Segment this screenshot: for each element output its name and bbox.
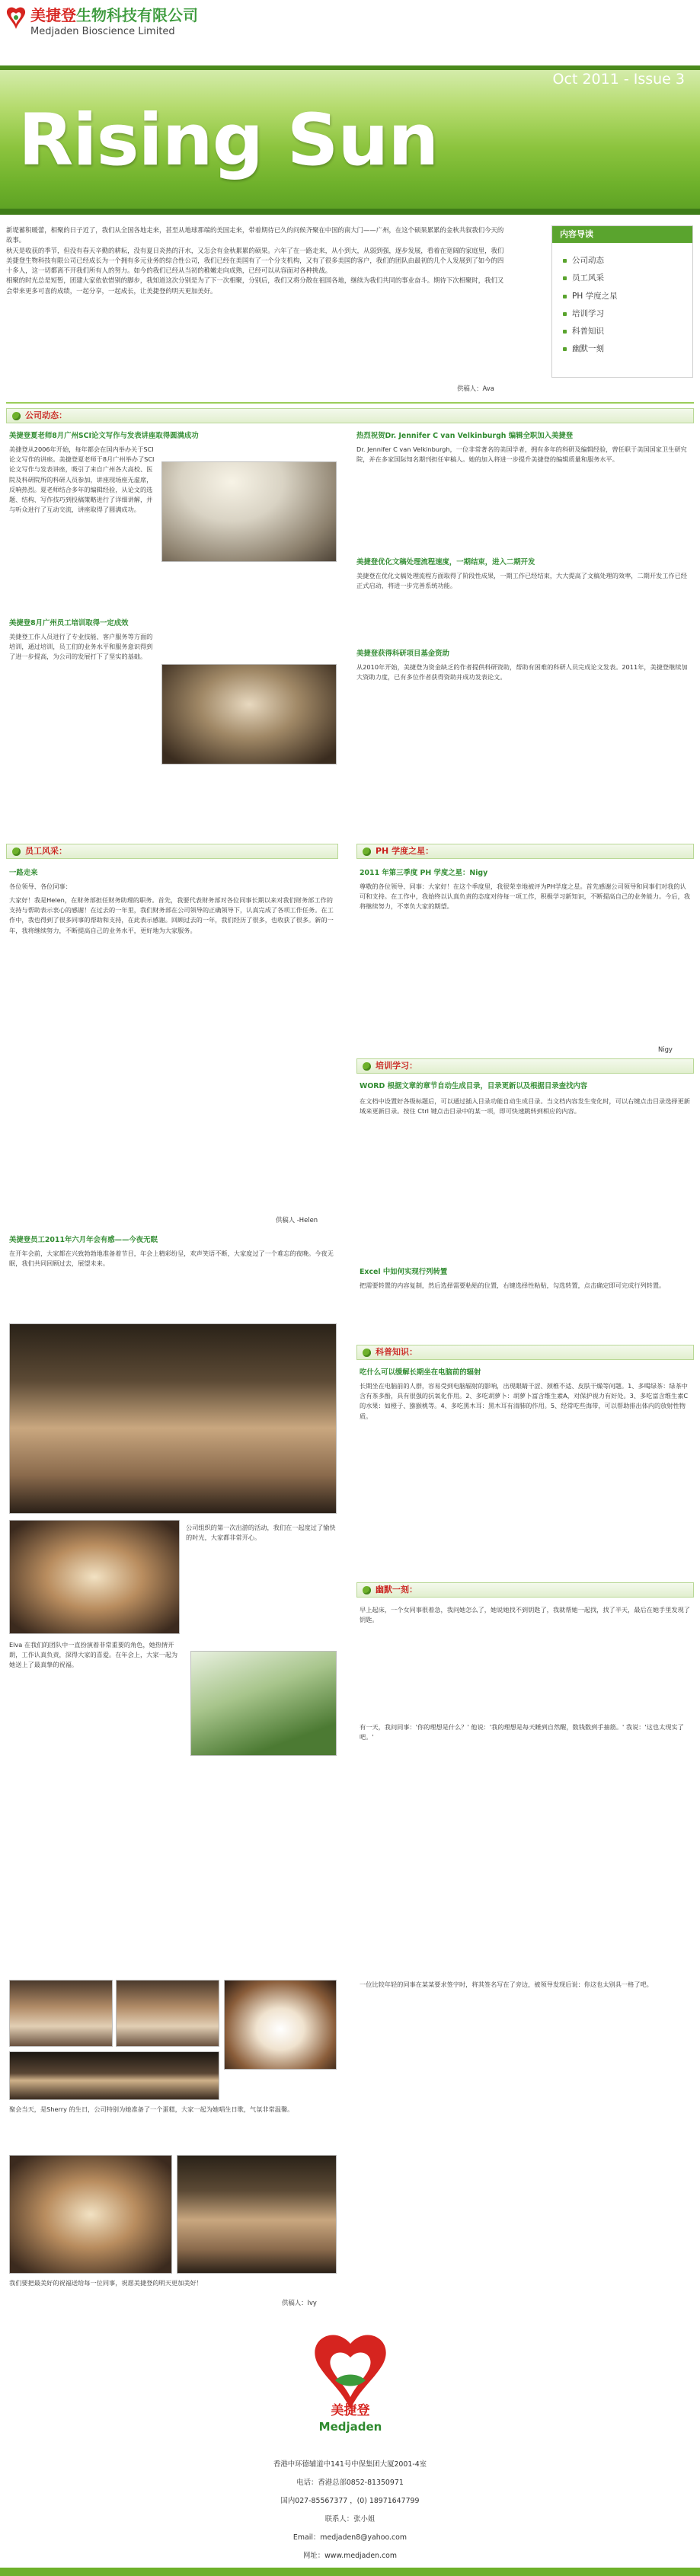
news-headline: 美捷登8月广州员工培训取得一定成效 xyxy=(9,619,129,627)
portrait-photo xyxy=(190,1651,337,1756)
intro-paragraph: 相聚的时光总是短暂，团建大家依依惜别的脚步，我知道这次分别是为了下一次相聚，分别后，我们又将分散在祖国各地，继续为我们共同的事业奋斗。期待下次相聚时，我们又会带来更多可喜的成绩，一起分享，一起成长，让美捷登的明天更加美好。 xyxy=(6,276,504,295)
photo-caption: 公司组织的第一次出游的活动，我们在一起度过了愉快的时光，大家都非常开心。 xyxy=(186,1524,336,1542)
news-body: 美捷登工作人员进行了专业技能、客户服务等方面的培训，通过培训，员工们的业务水平和服务意识得到了进一步提高，为公司的发展打下了坚实的基础。 xyxy=(9,633,153,661)
news-body: Dr. Jennifer C van Velkinburgh，一位非常著名的美国学者，拥有多年的科研及编辑经验，曾任职于美国国家卫生研究院，并在多家国际知名期刊担任审稿人。她的加入将进一步提升美捷登的编辑质量和服务水平。 xyxy=(356,445,687,464)
humor-closing: 一位比较年轻的同事在某某要求签字时，将其签名写在了旁边，被领导发现后说：你这也太别具一格了吧。 xyxy=(360,1981,653,1988)
banner-bottom-strip xyxy=(0,209,700,215)
company-name-en: Medjaden Bioscience Limited xyxy=(30,26,175,37)
event-photo xyxy=(9,2051,219,2100)
star-signature: Nigy xyxy=(658,1045,673,1053)
birthday-cake-photo xyxy=(224,1980,337,2070)
footer-website[interactable]: 网址：www.medjaden.com xyxy=(302,2552,398,2560)
lecture-photo xyxy=(161,461,337,562)
party-photo xyxy=(177,2155,337,2274)
group-photo xyxy=(9,1323,337,1514)
footer-logo-en: Medjaden xyxy=(318,2420,382,2434)
header xyxy=(0,0,700,65)
news-body: 从2010年开始，美捷登为资金缺乏的作者提供科研资助，帮助有困难的科研人员完成论文发表。2011年，美捷登继续加大资助力度，已有多位作者获得资助并成功发表论文。 xyxy=(356,663,688,682)
training-title: WORD 根据文章的章节自动生成目录，目录更新以及根据目录查找内容 xyxy=(360,1082,588,1090)
footer-phone-domestic: 国内027-85567377 ，(0) 18971647799 xyxy=(280,2497,420,2505)
intro-paragraph: 秋天是收获的季节，但没有春天辛勤的耕耘，没有夏日炎热的汗水，又怎会有金秋累累的硕果。六年了在一路走来，从小到大，从弱到强，逐步发展，看着在宽阔的家庭里，我们美捷登生物科技有限公司已经成长为一个拥有多元业务的综合性公司，我们已经在美国有了一个分支机构，又有了很多美国的客户，我们的团队由最初的几个人发展到了如今的四十多人，这一切都离不开我们所有人的努力。如今的我们已经从当初的稚嫩走向成熟，已经可以从容面对各种挑战。 xyxy=(6,246,504,275)
staff-body: 大家好！我是Helen，在财务部担任财务助理的职务。首先，我要代表财务部对各位同事长期以来对我们财务部工作的支持与帮助表示衷心的感谢！在过去的一年里，我们财务部在公司领导的正确领导下，认真完成了各项工作任务。在工作中，我也得到了很多同事的帮助和支持，在此表示感谢。回顾过去的一年，我们经历了很多，也收获了很多。新的一年，我将继续努力，不断提高自己的业务水平，更好地为大家服务。 xyxy=(9,896,334,934)
section-humor-header: 幽默一刻： xyxy=(356,1582,694,1598)
footer-contact: 联系人：张小姐 xyxy=(324,2515,376,2523)
news-body: 美捷登从2006年开始，每年都会在国内举办关于SCI论文写作的讲座。美捷登夏老师于8月广州举办了SCI论文写作与发表讲座，吸引了来自广州各大高校、医院及科研院所的科研人员参加，讲座现场座无虚席，反响热烈。夏老师结合多年的编辑经验，从论文的选题、结构、写作技巧到投稿策略进行了详细讲解，并与听众进行了互动交流，讲座取得了圆满成功。 xyxy=(9,445,155,514)
section-staff-header: 员工风采： xyxy=(6,844,338,859)
footer-email[interactable]: Email：medjaden8@yahoo.com xyxy=(292,2533,408,2542)
staff-greeting: 各位领导、各位同事： xyxy=(9,883,72,890)
humor-body: 早上起床，一个女同事很着急，我问她怎么了，她说她找不到钥匙了，我就帮她一起找，找了半天，最后在她手里发现了钥匙。 xyxy=(360,1606,690,1624)
staff-signature: 供稿人 -Helen xyxy=(276,1216,318,1224)
training-title: Excel 中如何实现行列转置 xyxy=(360,1268,448,1276)
staff-signature: 供稿人：Ivy xyxy=(282,2299,317,2306)
footer-phone: 电话：香港总部0852-81350971 xyxy=(296,2479,404,2487)
section-training-header: 培训学习： xyxy=(356,1058,694,1074)
news-headline: 热烈祝贺Dr. Jennifer C van Velkinburgh 编辑全职加入美捷登 xyxy=(356,432,574,440)
photo-caption: 聚会当天，是Sherry 的生日，公司特别为她准备了一个蛋糕，大家一起为她唱生日歌，气氛非常温馨。 xyxy=(9,2105,294,2113)
science-body: 长期坐在电脑前的人群，容易受到电脑辐射的影响，出现眼睛干涩、颈椎不适、皮肤干燥等问题。1、多喝绿茶：绿茶中含有茶多酚，具有很强的抗氧化作用。2、多吃胡萝卜：胡萝卜富含维生素A，对保护视力有好处。3、多吃富含维生素C的水果：如橙子、猕猴桃等。4、多吃黑木耳：黑木耳有清肺的作用。5、经常吃些海带，可以帮助排出体内的放射性物质。 xyxy=(360,1382,689,1420)
toc-item[interactable]: PH 学度之星 xyxy=(572,288,692,305)
medjaden-logo-icon xyxy=(5,6,27,32)
section-science-header: 科普知识： xyxy=(356,1345,694,1360)
section-company-news-header: 公司动态： xyxy=(6,408,694,423)
staff-body: Elva 在我们的团队中一直扮演着非常重要的角色，她热情开朗，工作认真负责，深得大家的喜爱。在年会上，大家一起为她送上了最真挚的祝福。 xyxy=(9,1641,178,1669)
training-body: 把需要转置的内容复制，然后选择需要粘贴的位置，右键选择性粘贴，勾选转置，点击确定即可完成行列转置。 xyxy=(360,1282,666,1289)
event-photo xyxy=(116,1980,219,2047)
party-photo xyxy=(9,2155,172,2274)
toc-item[interactable]: 科普知识 xyxy=(572,323,692,340)
toc-item[interactable]: 培训学习 xyxy=(572,305,692,323)
training-body: 在文档中设置好各级标题后，可以通过插入目录功能自动生成目录。当文档内容发生变化时，可以右键点击目录选择更新域来更新目录。按住 Ctrl 键点击目录中的某一项，即可快速跳转到相应的内容。 xyxy=(360,1097,690,1116)
company-name-cn: 美捷登生物科技有限公司 xyxy=(30,6,198,24)
news-body: 美捷登在优化文稿处理流程方面取得了阶段性成果，一期工作已经结束，大大提高了文稿处理的效率，二期开发工作已经正式启动，将进一步完善系统功能。 xyxy=(356,572,687,590)
divider xyxy=(6,402,694,404)
toc-item[interactable]: 公司动态 xyxy=(572,252,692,270)
toc-item[interactable]: 员工风采 xyxy=(572,270,692,287)
staff-body: 在开年会前，大家都在兴致勃勃地准备着节目，年会上精彩纷呈，欢声笑语不断，大家度过了一个难忘的夜晚。今夜无眠，我们共同回顾过去，展望未来。 xyxy=(9,1250,334,1268)
intro-text xyxy=(6,225,506,397)
section-star-header: PH 学度之星： xyxy=(356,844,694,859)
toc-item[interactable]: 幽默一刻 xyxy=(572,340,692,358)
newsletter-title: Rising Sun xyxy=(18,99,439,182)
training-photo xyxy=(161,664,337,765)
staff-article-title: 一路走来 xyxy=(9,869,38,877)
news-headline: 美捷登获得科研项目基金资助 xyxy=(356,650,449,658)
event-photo xyxy=(9,1980,113,2047)
party-photo xyxy=(9,1520,180,1634)
table-of-contents xyxy=(551,225,693,378)
footer-logo-cn: 美捷登 xyxy=(331,2403,370,2418)
news-headline: 美捷登夏老师8月广州SCI论文写作与发表讲座取得圆满成功 xyxy=(9,432,199,440)
intro-signature: 供稿人：Ava xyxy=(457,385,494,392)
staff-article-title: 美捷登员工2011年六月年会有感——今夜无眠 xyxy=(9,1236,158,1244)
toc-heading: 内容导读 xyxy=(552,226,692,243)
science-title: 吃什么可以缓解长期坐在电脑前的辐射 xyxy=(360,1368,481,1377)
issue-label: Oct 2011 - Issue 3 xyxy=(552,71,685,88)
news-headline: 美捷登优化文稿处理流程速度，一期结束，进入二期开发 xyxy=(356,558,535,567)
star-title: 2011 年第三季度 PH 学度之星：Nigy xyxy=(360,869,488,877)
intro-paragraph: 新堤蓄积暖蕾，相聚的日子近了，我们从全国各地走来，甚至从地球那端的美国走来，带着期待已久的问候齐聚在中国的南大门——广州，在这个硕果累累的金秋共叙我们今天的故事。 xyxy=(6,226,504,244)
star-body: 尊敬的各位领导、同事：大家好！在这个季度里，我很荣幸地被评为PH学度之星。首先感谢公司领导和同事们对我的认可和支持。在工作中，我始终以认真负责的态度对待每一项工作，积极学习新知识，不断提高自己的业务能力。今后，我将继续努力，不辜负大家的期望。 xyxy=(360,883,690,911)
staff-body: 我们要把最美好的祝福送给每一位同事，祝愿美捷登的明天更加美好！ xyxy=(9,2279,203,2287)
footer-bottom-bar xyxy=(0,2568,700,2576)
footer-address: 香港中环德辅道中141号中保集团大厦2001-4室 xyxy=(273,2460,427,2469)
humor-body: 有一天，我问同事：'你的理想是什么？' 他说：'我的理想是每天睡到自然醒，数钱数到手抽筋。' 我说：'这也太现实了吧。' xyxy=(360,1723,684,1741)
